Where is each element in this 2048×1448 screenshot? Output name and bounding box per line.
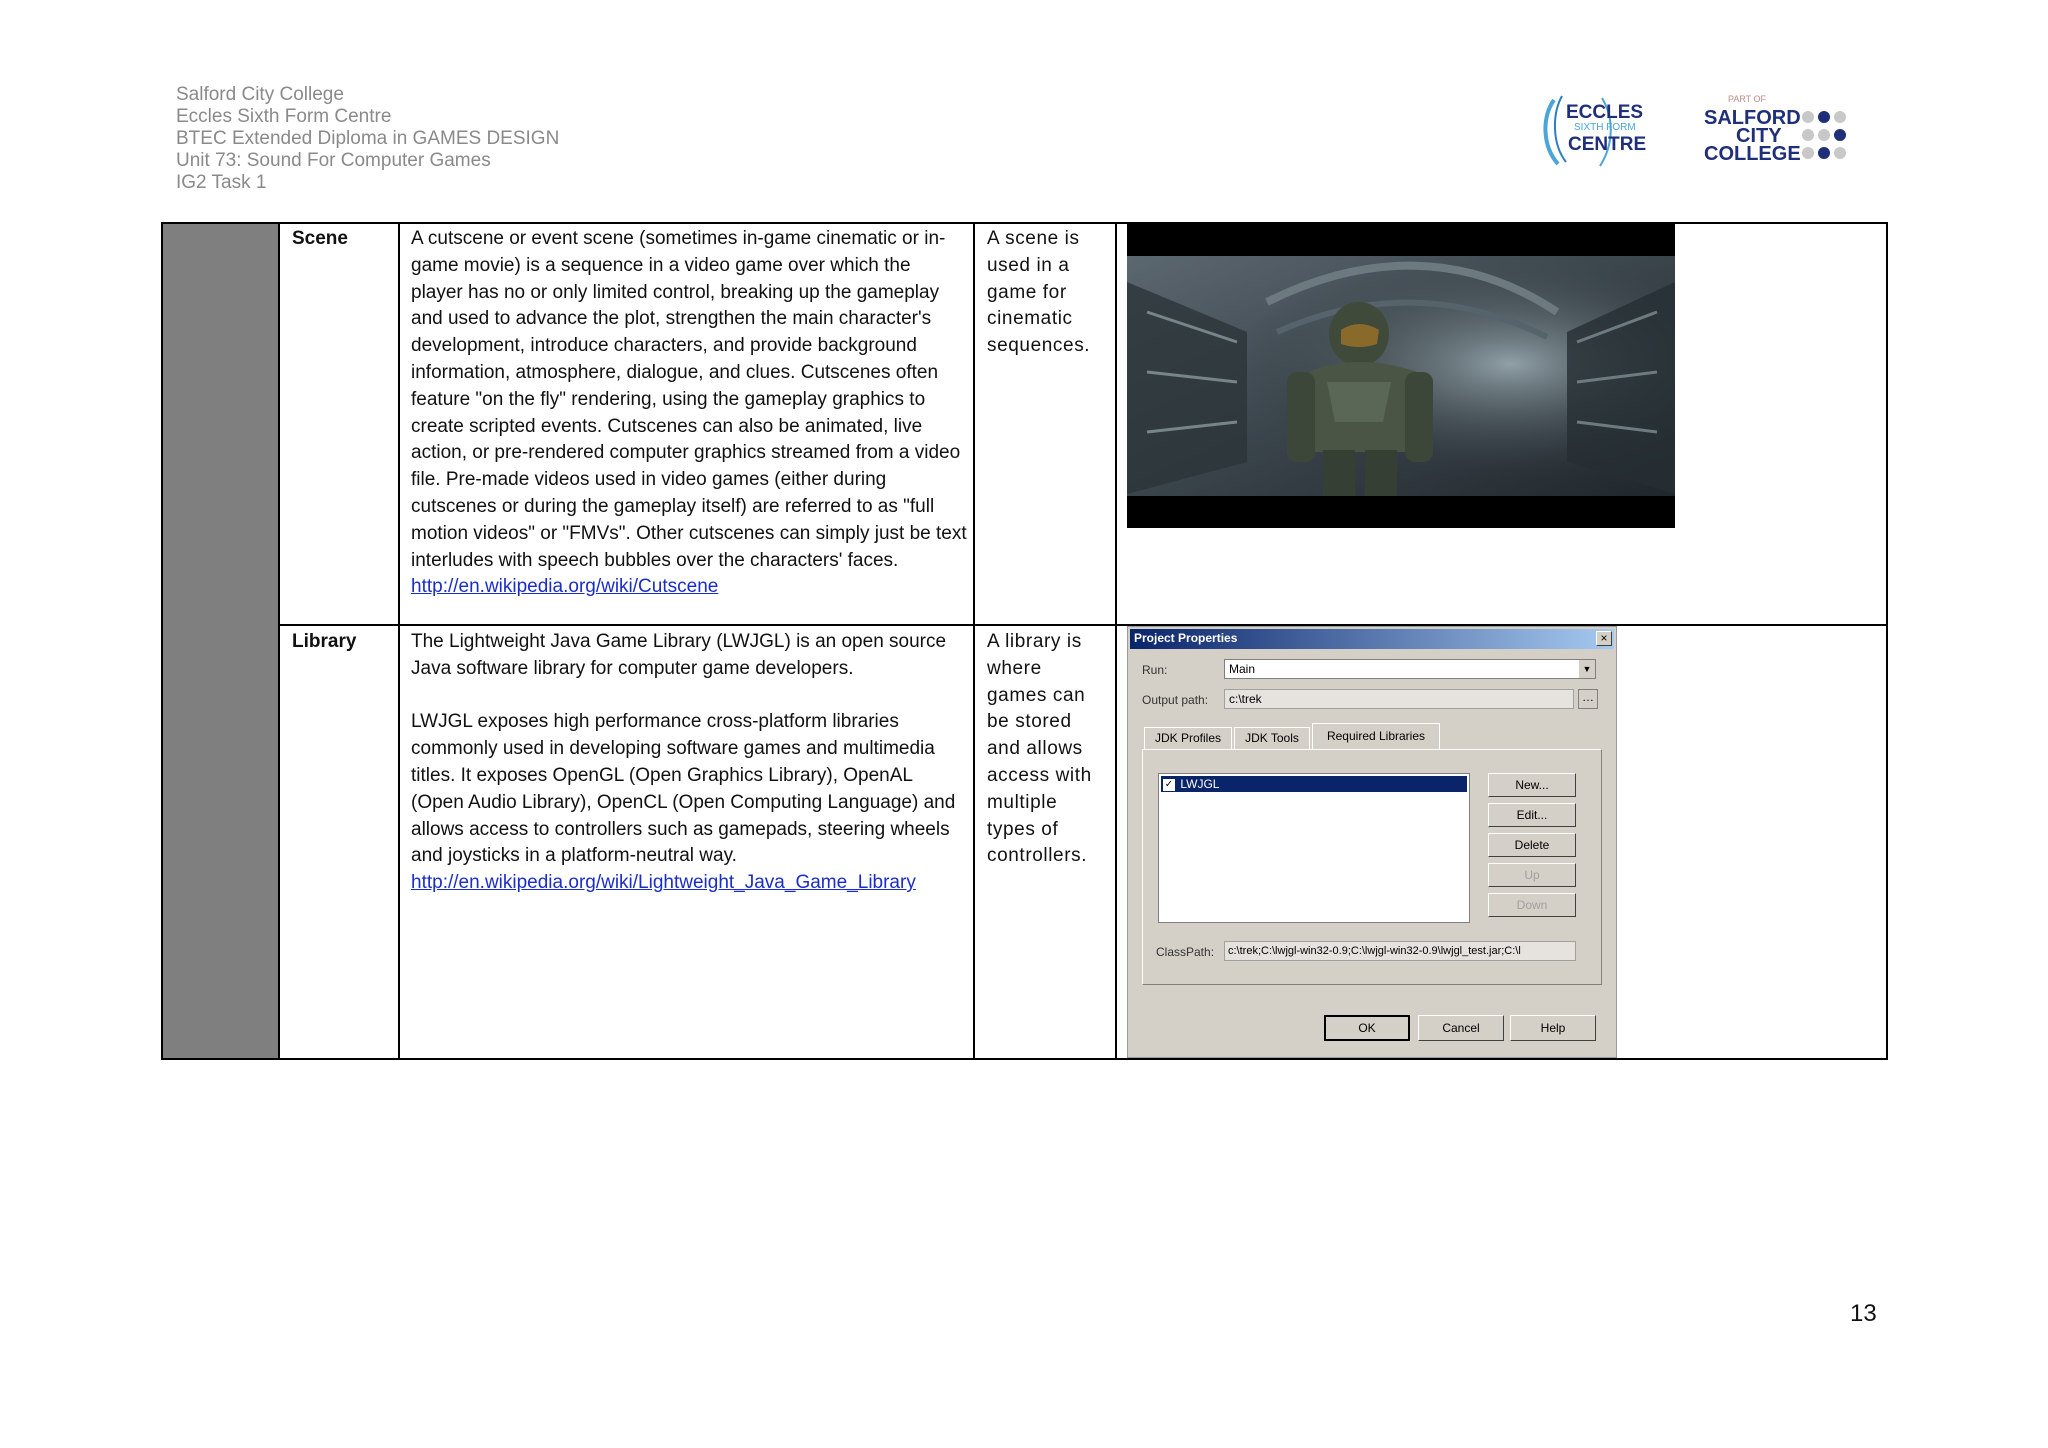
grey-side-column — [163, 224, 280, 1058]
eccles-logo-line1: ECCLES — [1566, 102, 1644, 123]
row-divider — [280, 624, 1886, 626]
output-path-value: c:\trek — [1229, 692, 1262, 706]
college-logos — [1540, 88, 1870, 178]
column-divider — [1115, 224, 1117, 1058]
up-button[interactable]: Up — [1488, 863, 1576, 887]
classpath-label: ClassPath: — [1156, 945, 1215, 959]
logos — [1540, 88, 1870, 178]
edit-button[interactable]: Edit... — [1488, 803, 1576, 827]
header-course: BTEC Extended Diploma in GAMES DESIGN — [176, 128, 560, 149]
eccles-logo-line3: CENTRE — [1568, 134, 1647, 155]
page-number: 13 — [1850, 1300, 1877, 1327]
tab-jdk-profiles[interactable]: JDK Profiles — [1144, 727, 1232, 749]
description-library — [411, 629, 969, 897]
document-header — [176, 84, 876, 194]
dialog-titlebar — [1130, 629, 1614, 649]
salford-logo-tag: PART OF — [1728, 94, 1767, 104]
salford-logo-line3: COLLEGE — [1704, 143, 1801, 165]
eccles-logo — [1545, 96, 1646, 166]
link-cutscene[interactable]: http://en.wikipedia.org/wiki/Cutscene — [411, 576, 719, 598]
run-select-value: Main — [1229, 662, 1256, 676]
classpath-field[interactable] — [1224, 941, 1576, 961]
close-icon[interactable]: × — [1596, 631, 1612, 646]
salford-logo-line1: SALFORD — [1704, 107, 1801, 129]
description-scene-text: A cutscene or event scene (sometimes in-game cinematic or in-game movie) is a sequence in a video game over which the player has no or only limited control, breaking up the gameplay and used to advance the plot, strengthen the main character's development, introduce characters, and provide background information, atmosphere, dialogue, and clues. Cutscenes often feature "on the fly" rendering, using the gameplay graphics to create scripted events. Cutscenes can also be animated, live action, or pre-rendered computer graphics streamed from a video file. Pre-made videos used in video games (either during cutscenes or during the gameplay itself) are referred to as "full motion videos" or "FMVs". Other cutscenes can simply just be text interludes with speech bubbles over the characters' faces. — [411, 228, 967, 571]
output-path-field[interactable] — [1224, 689, 1574, 709]
project-properties-dialog — [1127, 626, 1617, 1058]
definition-scene: A scene is used in a game for cinematic sequences. — [987, 228, 1091, 357]
salford-logo-line2: CITY — [1736, 125, 1782, 147]
cancel-button[interactable]: Cancel — [1418, 1015, 1504, 1041]
column-divider — [973, 224, 975, 1058]
list-item-label: LWJGL — [1180, 777, 1220, 791]
salford-logo — [1704, 94, 1846, 165]
header-task: IG2 Task 1 — [176, 172, 267, 193]
tab-jdk-tools[interactable]: JDK Tools — [1234, 727, 1310, 749]
libraries-list[interactable] — [1158, 773, 1470, 923]
help-button[interactable]: Help — [1510, 1015, 1596, 1041]
new-button[interactable]: New... — [1488, 773, 1576, 797]
tab-required-libraries[interactable]: Required Libraries — [1312, 723, 1440, 749]
chevron-down-icon[interactable]: ▼ — [1579, 660, 1595, 678]
description-library-p2: LWJGL exposes high performance cross-platform libraries commonly used in developing software games and multimedia titles. It exposes OpenGL (Open Graphics Library), OpenAL (Open Audio Library), OpenCL (Open Computing Language) and allows access to controllers such as gamepads, steering wheels and joysticks in a platform-neutral way. — [411, 711, 956, 867]
checkbox-icon[interactable]: ✓ — [1164, 778, 1174, 790]
cutscene-screenshot — [1127, 222, 1675, 528]
definition-library: A library is where games can be stored and allows access with multiple types of controllers. — [987, 631, 1092, 867]
link-lwjgl[interactable]: http://en.wikipedia.org/wiki/Lightweight_Java_Game_Library — [411, 872, 916, 894]
run-label: Run: — [1142, 663, 1168, 677]
browse-button[interactable]: … — [1578, 689, 1598, 709]
term-scene: Scene — [292, 228, 348, 249]
term-library: Library — [292, 631, 357, 652]
header-centre: Eccles Sixth Form Centre — [176, 106, 392, 127]
header-college: Salford City College — [176, 84, 344, 105]
cutscene-image — [1127, 222, 1675, 528]
down-button[interactable]: Down — [1488, 893, 1576, 917]
description-scene — [411, 226, 967, 601]
eccles-logo-line2: SIXTH FORM — [1574, 122, 1636, 133]
output-path-label: Output path: — [1142, 693, 1209, 707]
header-unit: Unit 73: Sound For Computer Games — [176, 150, 491, 171]
run-select[interactable] — [1224, 659, 1596, 679]
description-library-p1: The Lightweight Java Game Library (LWJGL) is an open source Java software library for computer game developers. — [411, 631, 947, 679]
column-divider — [398, 224, 400, 1058]
delete-button[interactable]: Delete — [1488, 833, 1576, 857]
ok-button[interactable]: OK — [1324, 1015, 1410, 1041]
dialog-title: Project Properties — [1134, 631, 1238, 645]
classpath-value: c:\trek;C:\lwjgl-win32-0.9;C:\lwjgl-win32-0.9\lwjgl_test.jar;C:\l — [1228, 945, 1521, 957]
list-item[interactable] — [1161, 776, 1467, 792]
